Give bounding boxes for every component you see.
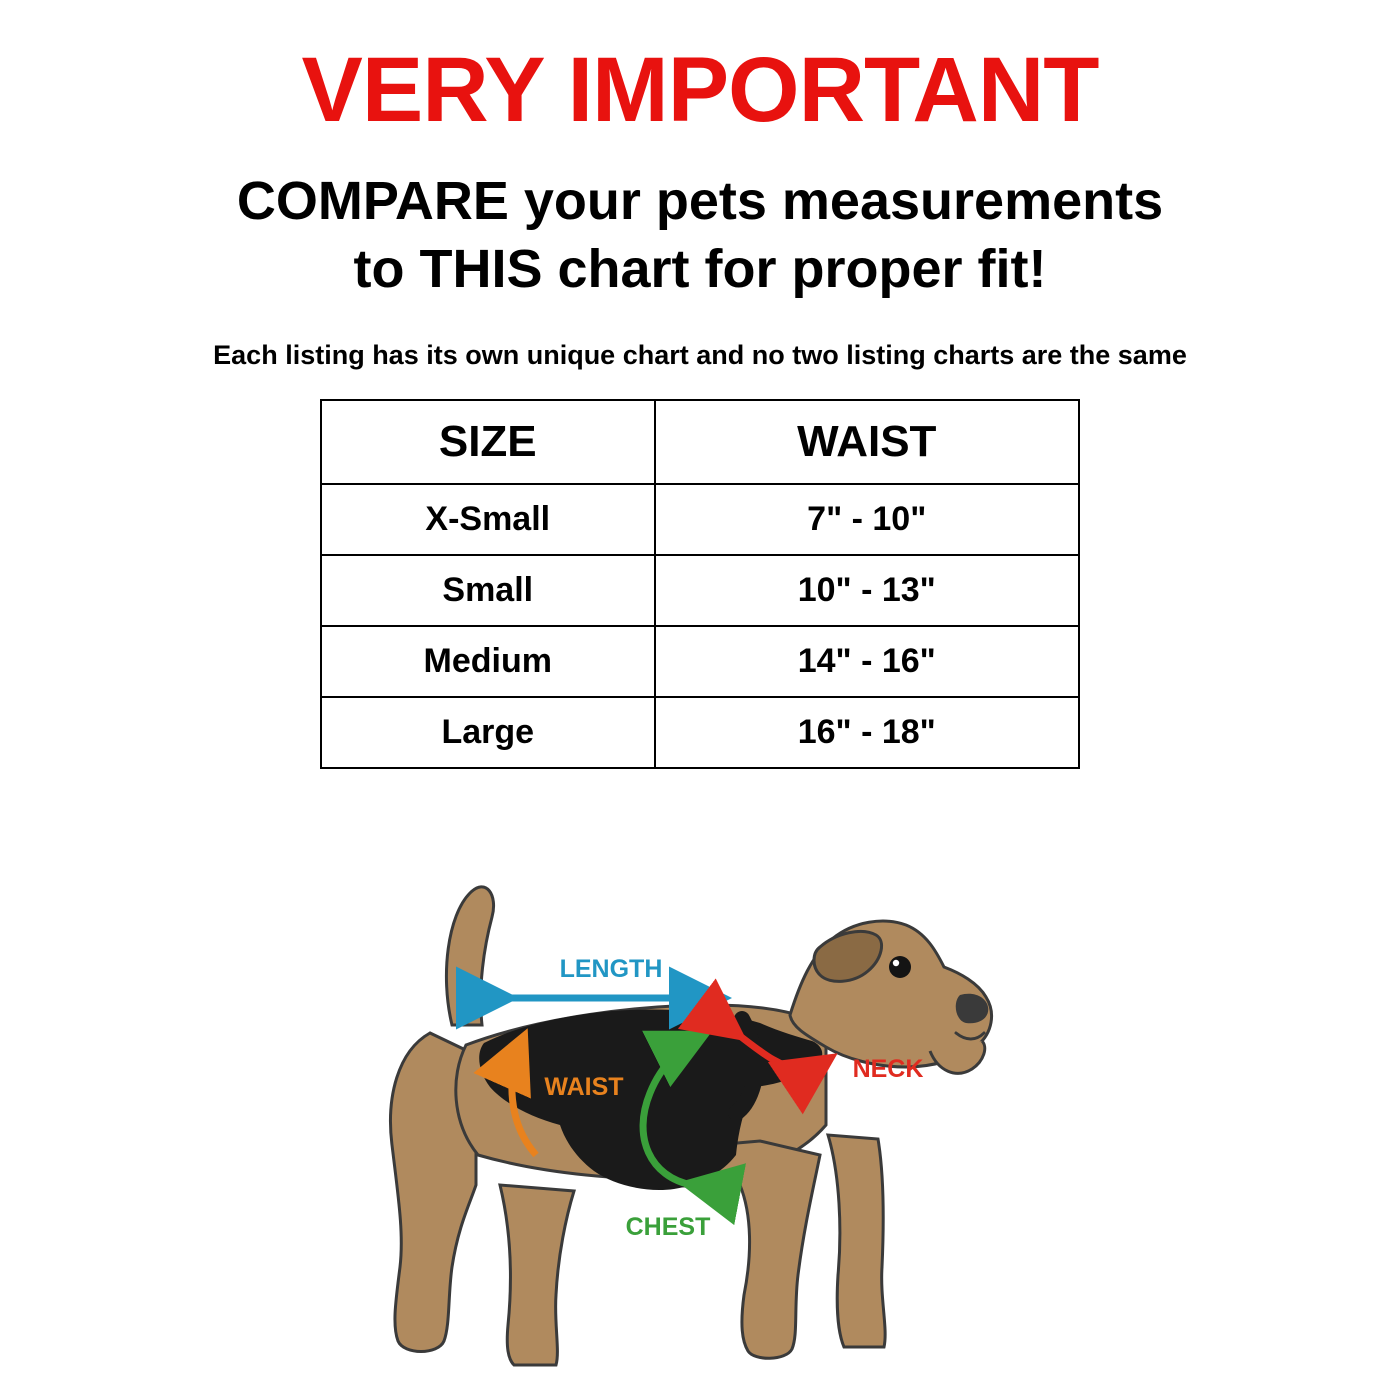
page-title: VERY IMPORTANT [301,39,1099,141]
table-row [321,697,1079,768]
label-waist: WAIST [544,1073,624,1101]
cell-waist: 16" - 18" [655,697,1079,768]
length-measure [505,955,718,998]
cell-size: X-Small [321,484,655,555]
dog-figure [391,887,992,1365]
subheading [0,136,1400,300]
size-chart-table [320,399,1080,769]
listing-note: Each listing has its own unique chart and no two listing charts are the same [213,340,1187,371]
cell-waist: 7" - 10" [655,484,1079,555]
table-row [321,626,1079,697]
subheading-line-1: COMPARE your pets measurements [236,171,1164,231]
column-header-waist: WAIST [655,400,1079,484]
column-header-size: SIZE [321,400,655,484]
dog-measurement-illustration [0,855,1400,1375]
cell-size: Large [321,697,655,768]
table-header-row [321,400,1079,484]
size-chart-table-wrapper [0,371,1400,769]
cell-size: Small [321,555,655,626]
label-length: LENGTH [559,955,663,983]
cell-waist: 10" - 13" [655,555,1079,626]
table-row [321,555,1079,626]
label-neck: NECK [852,1055,924,1083]
table-row [321,484,1079,555]
cell-waist: 14" - 16" [655,626,1079,697]
label-chest: CHEST [625,1213,711,1241]
cell-size: Medium [321,626,655,697]
subheading-line-2: to THIS chart for proper fit! [353,239,1047,300]
